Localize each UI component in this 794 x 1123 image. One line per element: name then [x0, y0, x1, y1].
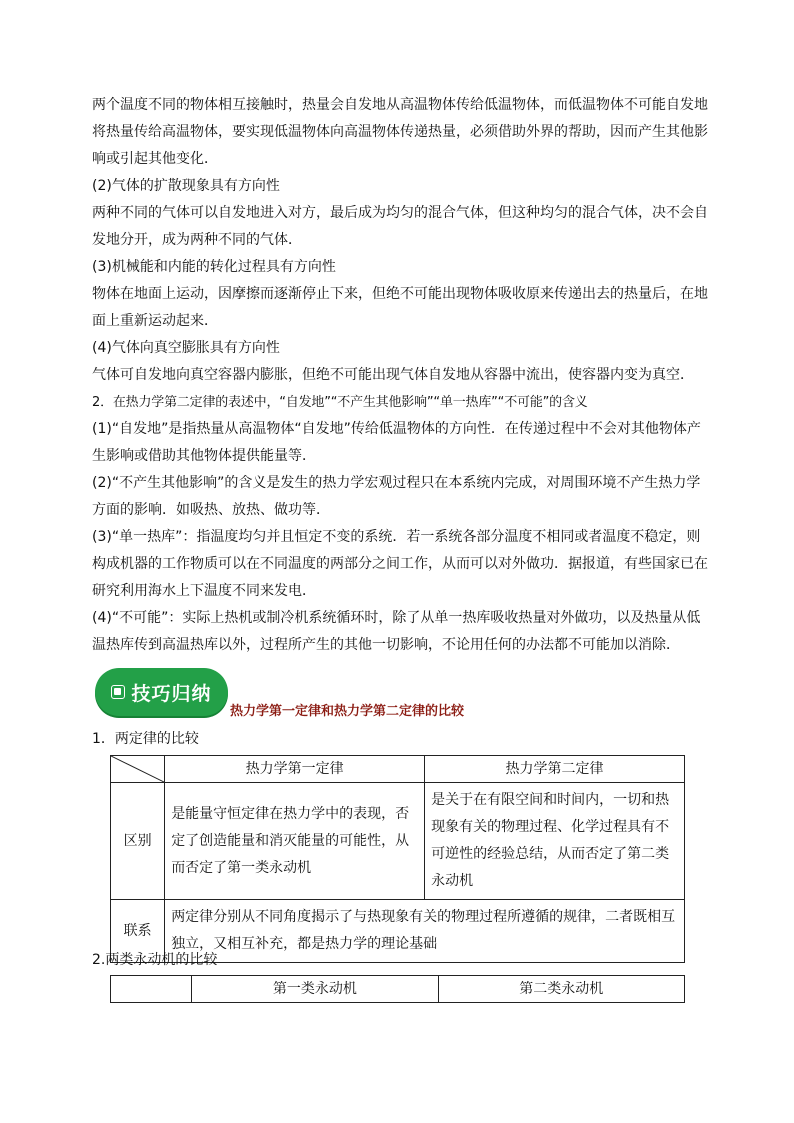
- perpetual-motion-table: [110, 975, 685, 1003]
- blank-header-cell: [111, 976, 192, 1003]
- paragraph-impossible: (4)“不可能”：实际上热机或制冷机系统循环时，除了从单一热库吸收热量对外做功，以及热量从低温热库传到高温热库以外，过程所产生的其他一切影响，不论用任何的办法都不可能加以消除．: [92, 610, 701, 653]
- paragraph-spontaneous: (1)“自发地”是指热量从高温物体“自发地”传给低温物体的方向性．在传递过程中不会对其他物体产生影响或借助其他物体提供能量等．: [92, 421, 701, 464]
- cell-first-law-difference: 是能量守恒定律在热力学中的表现，否定了创造能量和消灭能量的可能性，从而否定了第一类永动机: [165, 783, 425, 900]
- cell-second-law-difference: 是关于在有限空间和时间内，一切和热现象有关的物理过程、化学过程具有不可逆性的经验总结，从而否定了第二类永动机: [425, 783, 685, 900]
- compare-laws-heading: 1．两定律的比较: [92, 731, 199, 747]
- header-second-kind-machine: 第二类永动机: [438, 976, 684, 1003]
- table-row: [111, 783, 685, 900]
- paragraph-mechanical-energy: 物体在地面上运动，因摩擦而逐渐停止下来，但绝不可能出现物体吸收原来传递出去的热量后，在地面上重新运动起来．: [92, 286, 708, 329]
- laws-comparison-table: [110, 755, 685, 963]
- heading-mechanical-energy: (3)机械能和内能的转化过程具有方向性: [92, 259, 336, 275]
- heading-vacuum-expansion: (4)气体向真空膨胀具有方向性: [92, 340, 280, 356]
- body-text: [92, 92, 712, 659]
- table-header-row: [111, 976, 685, 1003]
- paragraph-diffusion: 两种不同的气体可以自发地进入对方，最后成为均匀的混合气体，但这种均匀的混合气体，决不会自发地分开，成为两种不同的气体．: [92, 205, 708, 248]
- cell-connection: 两定律分别从不同角度揭示了与热现象有关的物理过程所遵循的规律，二者既相互独立，又相互补充，都是热力学的理论基础: [165, 900, 685, 963]
- diagonal-header-cell: [111, 756, 165, 783]
- header-first-kind-machine: 第一类永动机: [192, 976, 438, 1003]
- badge-label: 技巧归纳: [131, 682, 212, 705]
- row-label-difference: 区别: [111, 783, 165, 900]
- table-header-row: [111, 756, 685, 783]
- skills-summary-badge: [95, 668, 228, 716]
- row-label-connection: 联系: [111, 900, 165, 963]
- paragraph-vacuum-expansion: 气体可自发地向真空容器内膨胀，但绝不可能出现气体自发地从容器中流出，使容器内变为真空．: [92, 367, 694, 383]
- header-first-law: 热力学第一定律: [165, 756, 425, 783]
- book-icon: [111, 685, 125, 699]
- header-second-law: 热力学第二定律: [425, 756, 685, 783]
- compare-machines-heading: 2.两类永动机的比较: [92, 952, 218, 968]
- paragraph-heat-transfer: 两个温度不同的物体相互接触时，热量会自发地从高温物体传给低温物体，而低温物体不可能自发地将热量传给高温物体，要实现低温物体向高温物体传递热量，必须借助外界的帮助，因而产生其他影响或引起其他变化．: [92, 97, 708, 167]
- section-subtitle: 热力学第一定律和热力学第二定律的比较: [230, 704, 465, 719]
- heading-diffusion: (2)气体的扩散现象具有方向性: [92, 178, 280, 194]
- heading-second-law-meaning: 2．在热力学第二定律的表述中，“自发地”“不产生其他影响”“单一热库”“不可能”的含义: [92, 395, 588, 410]
- paragraph-single-reservoir: (3)“单一热库”：指温度均匀并且恒定不变的系统．若一系统各部分温度不相同或者温度不稳定，则构成机器的工作物质可以在不同温度的两部分之间工作，从而可以对外做功．据报道，有些国家已在研究利用海水上下温度不同来发电．: [92, 529, 708, 599]
- diagonal-line: [111, 756, 164, 782]
- paragraph-no-other-effect: (2)“不产生其他影响”的含义是发生的热力学宏观过程只在本系统内完成，对周围环境不产生热力学方面的影响．如吸热、放热、做功等．: [92, 475, 701, 518]
